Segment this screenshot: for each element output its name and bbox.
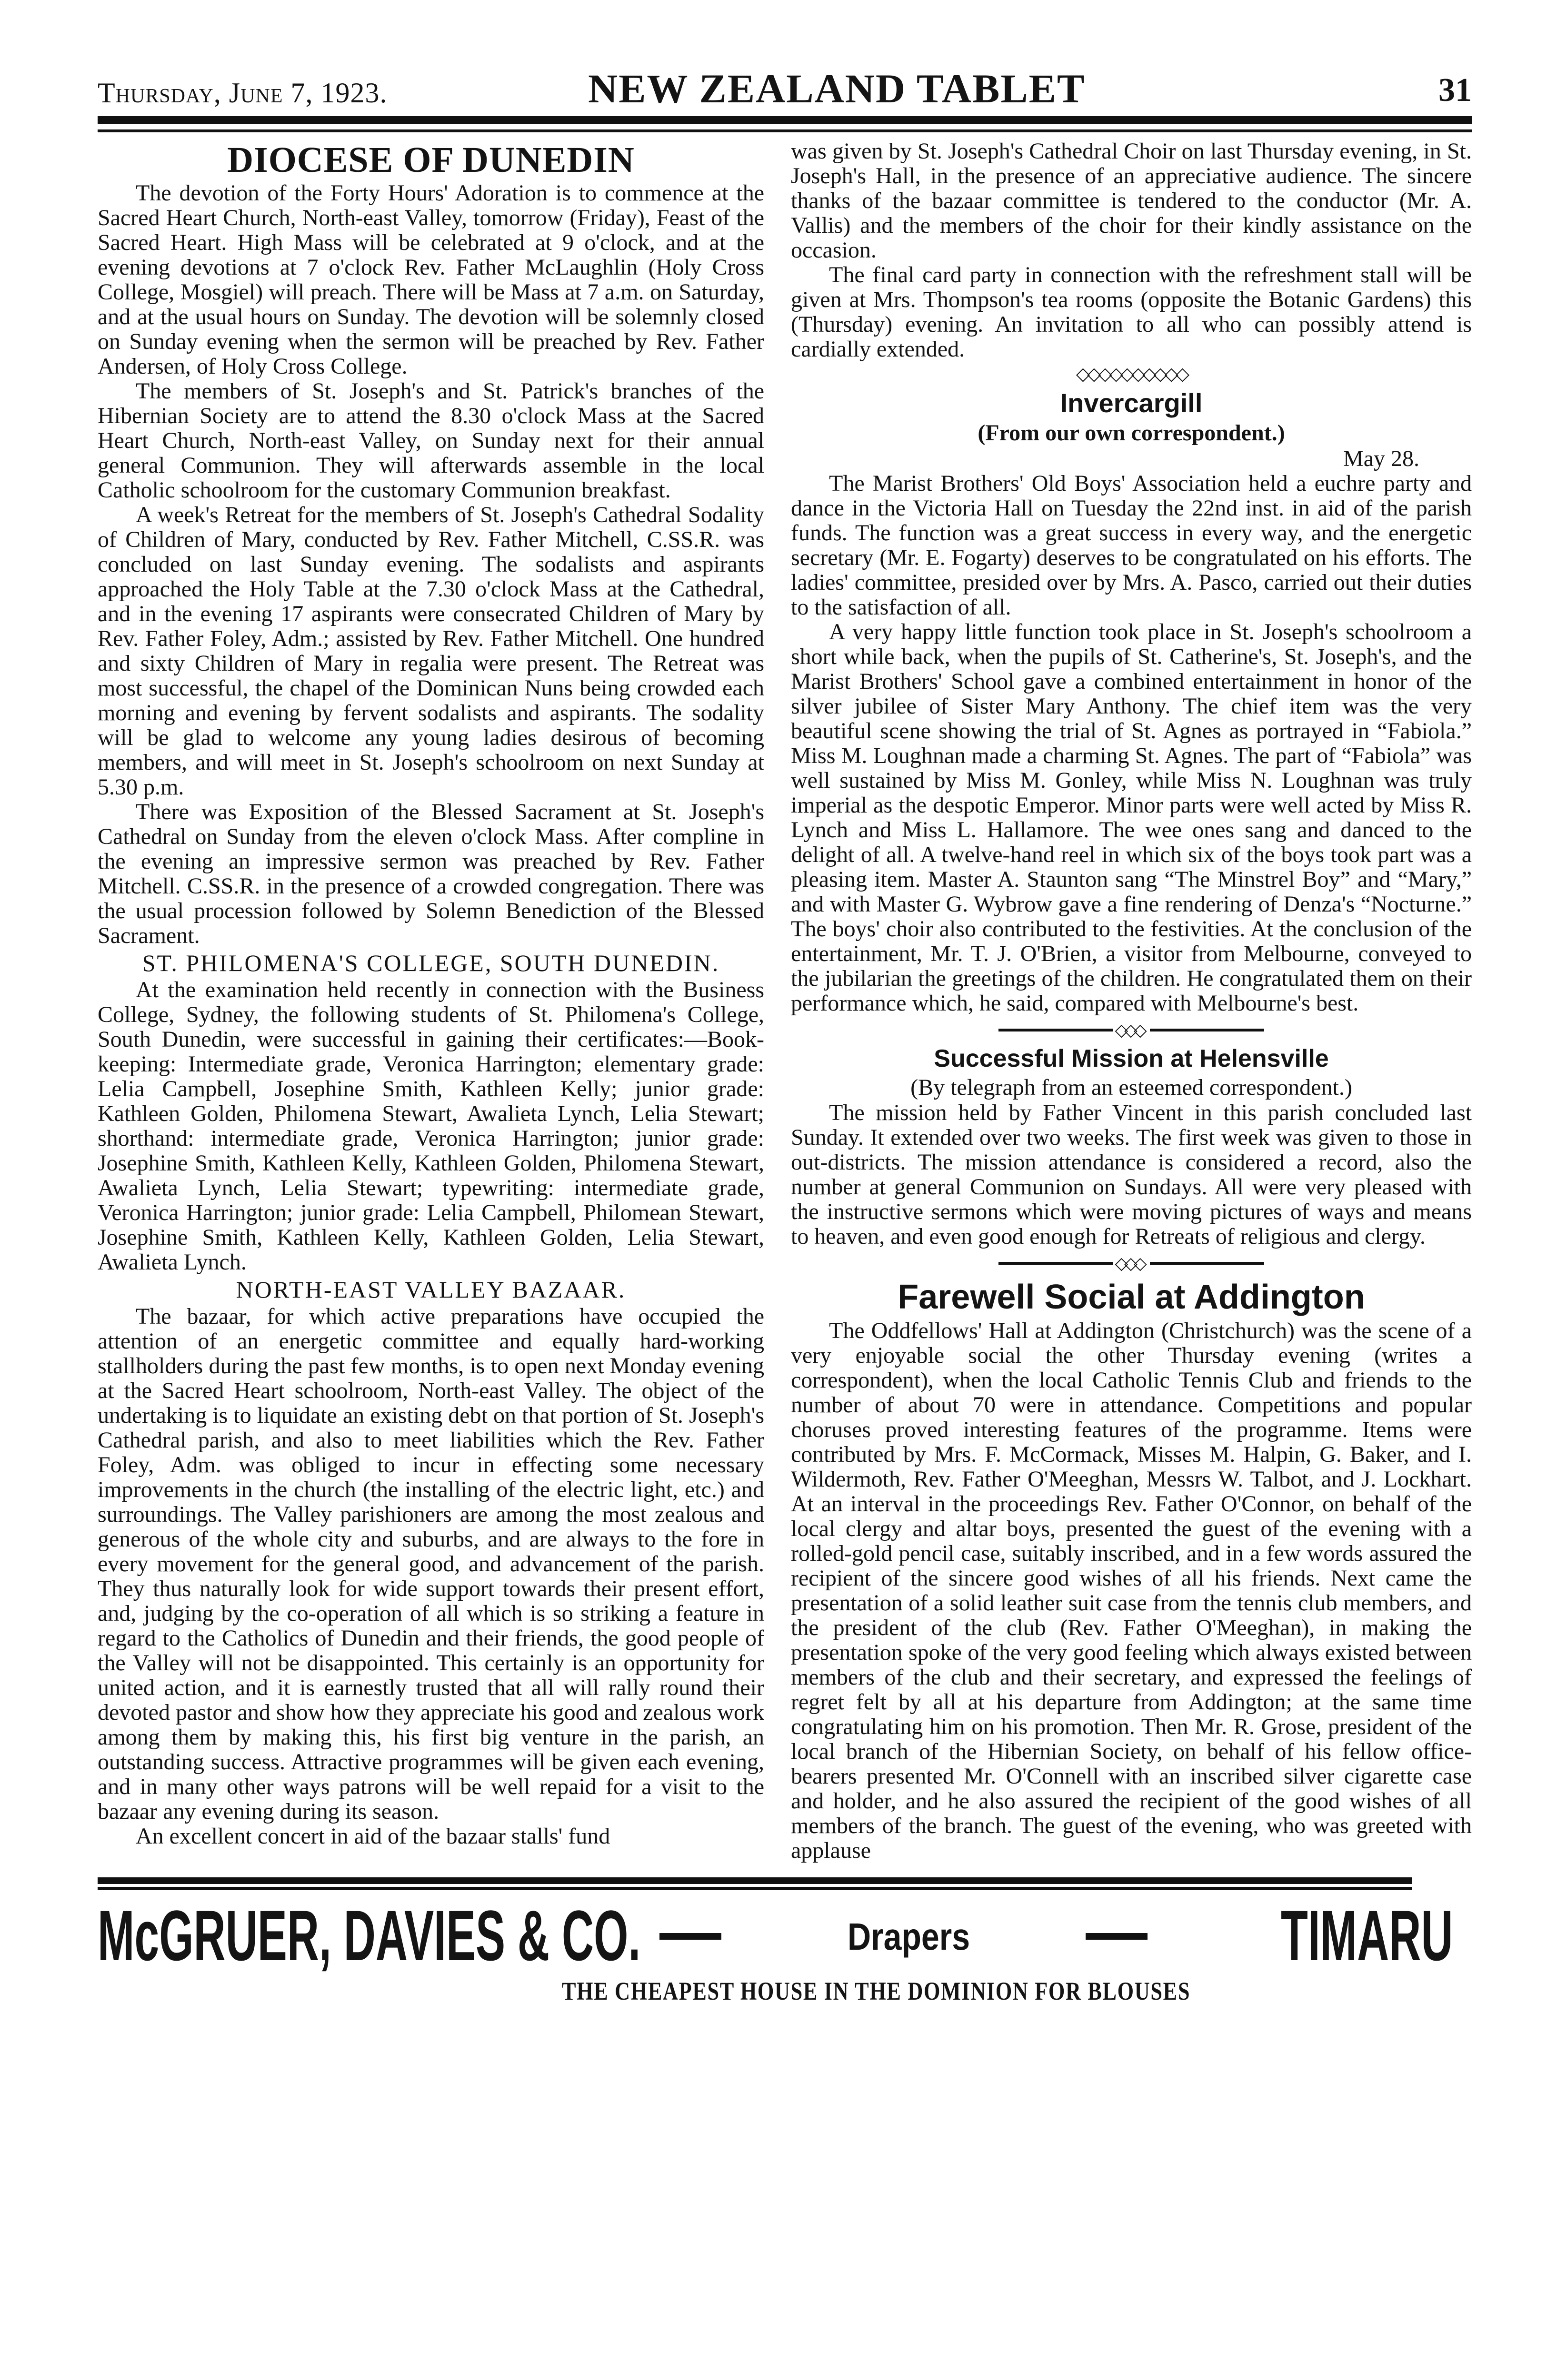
section-divider	[791, 1254, 1472, 1273]
advert-trade: Drapers	[848, 1915, 970, 1958]
paragraph: The Oddfellows' Hall at Addington (Christchurch) was the scene of a very enjoyable social the other Thursday evening (writes a correspondent), when the local Catholic Tennis Club and friends to the number of about 70 were in attendance. Competitions and popular choruses proved interesting features of the programme. Items were contributed by Mrs. F. McCormack, Misses M. Halpin, G. Baker, and I. Wildermoth, Rev. Father O'Meeghan, Messrs W. Talbot, and J. Lockhart. At an interval in the proceedings Rev. Father O'Connor, on behalf of the local clergy and altar boys, presented the guest of the evening with a rolled-gold pencil case, suitably inscribed, and in a few words assured the recipient of the sincere good wishes of all his friends. Next came the presentation of a solid leather suit case from the tennis club members, and the president of the club (Rev. Father O'Meeghan), in making the presentation spoke of the very good feeling which always existed between members of the club and their secretary, and expressed the feelings of regret felt by all at his departure from Addington; at the same time congratulating him on his promotion. Then Mr. R. Grose, president of the local branch of the Hibernian Society, on behalf of his fellow office-bearers presented Mr. O'Connell with an inscribed silver cigarette case and holder, and he also assured the recipient of the good wishes of all members of the branch. The guest of the evening, who was greeted with applause	[791, 1318, 1472, 1863]
header-rule-thick	[98, 116, 1472, 124]
page-number: 31	[1438, 72, 1472, 109]
advert-dash	[1086, 1933, 1148, 1940]
issue-date: Thursday, June 7, 1923.	[98, 77, 388, 109]
paragraph: The Marist Brothers' Old Boys' Association held a euchre party and dance in the Victoria Hall on Tuesday the 22nd inst. in aid of the parish funds. The function was a great success in every way, and the energetic secretary (Mr. E. Fogarty) deserves to be congratulated on his efforts. The ladies' committee, presided over by Mrs. A. Pasco, carried out their duties to the satisfaction of all.	[791, 471, 1472, 620]
advert-company: McGRUER, DAVIES & CO.	[98, 1895, 641, 1975]
paragraph: An excellent concert in aid of the bazaar stalls' fund	[136, 1824, 610, 1849]
advertisement	[98, 1895, 1472, 2014]
article-title-diocese: DIOCESE OF DUNEDIN	[227, 140, 635, 180]
byline: (By telegraph from an esteemed correspondent.)	[910, 1075, 1352, 1100]
diamond-ornament-icon: ◇◇◇	[1115, 1254, 1143, 1273]
paragraph: At the examination held recently in connection with the Business College, Sydney, the following students of St. Philomena's College, South Dunedin, were successful in gaining their certificates:—Book-keeping: Intermediate grade, Veronica Harrington; elementary grade: Lelia Campbell, Josephine Smith, Kathleen Kelly; junior grade: Kathleen Golden, Philomena Stewart, Awalieta Lynch, Lelia Stewart; shorthand: intermediate grade, Veronica Harrington; junior grade: Josephine Smith, Kathleen Kelly, Kathleen Golden, Philomena Stewart, Awalieta Lynch, Lelia Stewart; typewriting: intermediate grade, Veronica Harrington; junior grade: Lelia Campbell, Philomean Stewart, Josephine Smith, Kathleen Kelly, Kathleen Golden, Lelia Stewart, Awalieta Lynch.	[98, 977, 764, 1275]
heading-addington: Farewell Social at Addington	[898, 1278, 1365, 1316]
subheading-bazaar: NORTH-EAST VALLEY BAZAAR.	[236, 1276, 626, 1303]
advert-dash	[659, 1933, 721, 1940]
columns	[98, 139, 1472, 1863]
header-rule-thin	[98, 129, 1472, 132]
subheading-st-philomenas: ST. PHILOMENA'S COLLEGE, SOUTH DUNEDIN.	[142, 950, 720, 976]
paragraph: The members of St. Joseph's and St. Patrick's branches of the Hibernian Society are to attend the 8.30 o'clock Mass at the Sacred Heart Church, North-east Valley, on Sunday next for their annual general Communion. They will afterwards assemble in the local Catholic schoolroom for the customary Communion breakfast.	[98, 378, 764, 503]
paragraph: The final card party in connection with the refreshment stall will be given at Mrs. Thompson's tea rooms (opposite the Botanic Gardens) this (Thursday) evening. An invitation to all who can possibly attend is cardially extended.	[791, 262, 1472, 362]
paragraph: The devotion of the Forty Hours' Adoration is to commence at the Sacred Heart Church, North-east Valley, tomorrow (Friday), Feast of the Sacred Heart. High Mass will be celebrated at 9 o'clock, and at the evening devotions at 7 o'clock Rev. Father McLaughlin (Holy Cross College, Mosgiel) will preach. There will be Mass at 7 a.m. on Saturday, and at the usual hours on Sunday. The devotion will be solemnly closed on Sunday evening when the sermon will be preached by Rev. Father Andersen, of Holy Cross College.	[98, 180, 764, 379]
paragraph: The bazaar, for which active preparations have occupied the attention of an energetic committee and equally hard-working stallholders during the past few months, is to open next Monday evening at the Sacred Heart schoolroom, North-east Valley. The object of the undertaking is to liquidate an existing debt on that portion of St. Joseph's Cathedral parish, and also to meet liabilities which the Rev. Father Foley, Adm. was obliged to incur in effecting some necessary improvements in the church (the installing of the electric light, etc.) and surroundings. The Valley parishioners are among the most zealous and generous of the whole city and suburbs, and are always to the fore in every movement for the general good, and advancement of the parish. They thus naturally look for wide support towards their present effort, and, judging by the co-operation of all which is so striking a feature in regard to the Catholics of Dunedin and their friends, the good people of the Valley will not be disappointed. This certainly is an opportunity for united action, and it is earnestly trusted that all will rally round their devoted pastor and show how they appreciate his good and zealous work among them by making this, his first big venture in the parish, an outstanding success. Attractive programmes will be given each evening, and in many other ways patrons will be well repaid for a visit to the bazaar any evening during its season.	[98, 1304, 764, 1824]
divider-line	[998, 1262, 1113, 1265]
paragraph: There was Exposition of the Blessed Sacrament at St. Joseph's Cathedral on Sunday from the eleven o'clock Mass. After compline in the evening an impressive sermon was preached by Rev. Father Mitchell. C.SS.R. in the presence of a crowded congregation. There was the usual procession followed by Solemn Benediction of the Blessed Sacrament.	[98, 799, 764, 948]
advert-tagline: THE CHEAPEST HOUSE IN THE DOMINION FOR BLOUSES	[562, 1977, 1191, 2005]
divider-line	[1150, 1029, 1264, 1031]
dateline: May 28.	[1343, 446, 1419, 471]
heading-invercargill: Invercargill	[1060, 388, 1203, 418]
byline: (From our own correspondent.)	[978, 420, 1285, 446]
divider-line	[1150, 1262, 1264, 1265]
paragraph: The mission held by Father Vincent in this parish concluded last Sunday. It extended over two weeks. The first week was given to those in out-districts. The mission attendance is considered a record, also the number at general Communion on Sundays. All were very pleased with the instructive sermons which were moving pictures of ways and means to heaven, and even good enough for Retreats of religious and clergy.	[791, 1100, 1472, 1249]
diamond-ornament-icon: ◇◇◇◇◇◇◇◇◇◇	[1076, 364, 1187, 384]
advert-rule-thin	[98, 1887, 1412, 1890]
publication-title: NEW ZEALAND TABLET	[588, 66, 1086, 111]
diamond-ornament-icon: ◇◇◇	[1115, 1021, 1143, 1040]
left-column	[98, 139, 764, 1863]
divider-line	[998, 1029, 1113, 1031]
advert-rule-thick	[98, 1877, 1412, 1884]
right-column	[791, 139, 1472, 1863]
advert-town: TIMARU	[1281, 1895, 1453, 1975]
heading-helensville: Successful Mission at Helensville	[934, 1045, 1329, 1072]
page-header	[98, 62, 1472, 109]
paragraph: A week's Retreat for the members of St. Joseph's Cathedral Sodality of Children of Mary, conducted by Rev. Father Mitchell, C.SS.R. was concluded on last Sunday evening. The sodalists and aspirants approached the Holy Table at the 7.30 o'clock Mass at the Cathedral, and in the evening 17 aspirants were consecrated Children of Mary by Rev. Father Foley, Adm.; assisted by Rev. Father Mitchell. One hundred and sixty Children of Mary in regalia were present. The Retreat was most successful, the chapel of the Dominican Nuns being crowded each morning and evening by fervent sodalists and aspirants. The sodality will be glad to welcome any young ladies desirous of becoming members, and will meet in St. Joseph's schoolroom on next Sunday at 5.30 p.m.	[98, 502, 764, 800]
section-divider	[791, 1021, 1472, 1040]
paragraph: A very happy little function took place in St. Joseph's schoolroom a short while back, when the pupils of St. Catherine's, St. Joseph's, and the Marist Brothers' School gave a combined entertainment in honor of the silver jubilee of Sister Mary Anthony. The chief item was the very beautiful scene showing the trial of St. Agnes as portrayed in “Fabiola.” Miss M. Loughnan made a charming St. Agnes. The part of “Fabiola” was well sustained by Miss M. Gonley, while Miss N. Loughnan was truly imperial as the despotic Emperor. Minor parts were well acted by Miss R. Lynch and Miss L. Hallamore. The wee ones sang and danced to the delight of all. A twelve-hand reel in which six of the boys took part was a pleasing item. Master A. Staunton sang “The Minstrel Boy” and “Mary,” and with Master G. Wybrow gave a fine rendering of Denza's “Nocturne.” The boys' choir also contributed to the festivities. At the conclusion of the entertainment, Mr. T. J. O'Brien, a visitor from Melbourne, conveyed to the jubilarian the greetings of the children. He congratulated them on their performance which, he said, compared with Melbourne's best.	[791, 619, 1472, 1016]
paragraph-continued: was given by St. Joseph's Cathedral Choir on last Thursday evening, in St. Joseph's Hall, in the presence of an appreciative audience. The sincere thanks of the bazaar committee is tendered to the conductor (Mr. A. Vallis) and the members of the choir for their kindly assistance on the occasion.	[791, 139, 1472, 263]
